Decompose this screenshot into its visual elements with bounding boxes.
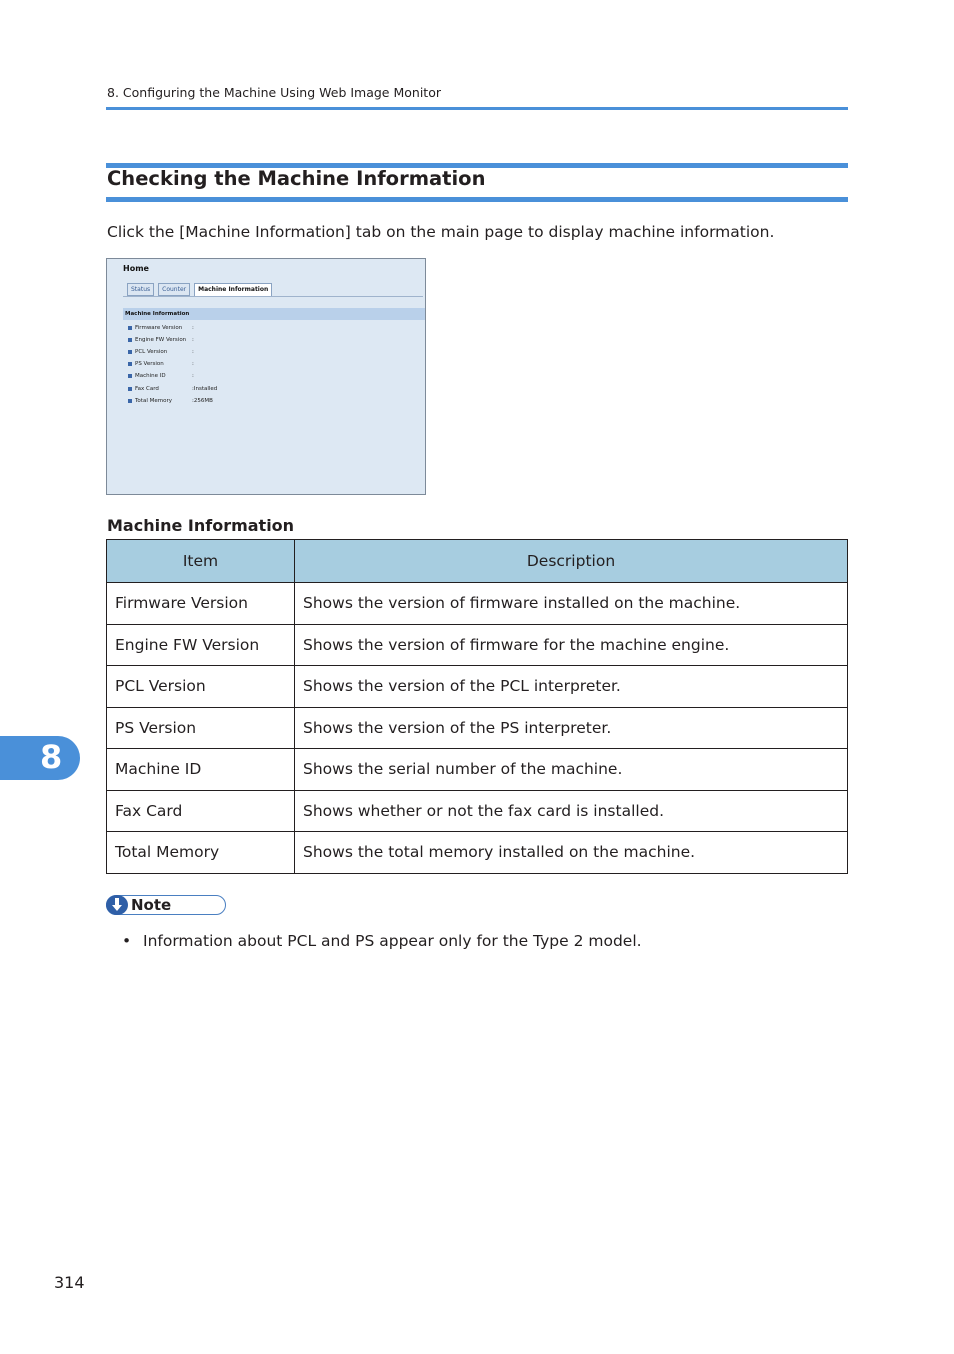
description-cell: Shows the total memory installed on the machine. [295,832,848,874]
bullet-square-icon [128,362,132,366]
bullet-square-icon [128,338,132,342]
screenshot-tab-status: Status [127,283,154,296]
down-arrow-icon [106,895,128,915]
screenshot-row: Engine FW Version : [128,334,217,346]
screenshot-tabs [127,283,272,296]
table-row [107,666,848,708]
machine-information-table [106,539,848,874]
intro-paragraph: Click the [Machine Information] tab on the main page to display machine information. [107,223,775,241]
screenshot-row: PCL Version : [128,346,217,358]
table-title: Machine Information [107,516,295,535]
table-row [107,624,848,666]
description-cell: Shows the version of the PCL interpreter. [295,666,848,708]
screenshot-rows [128,322,217,407]
chapter-tab [0,736,80,780]
page-number: 314 [54,1273,85,1292]
section-title: Checking the Machine Information [107,167,486,190]
screenshot-tab-machine-information: Machine Information [194,283,272,296]
running-header: 8. Configuring the Machine Using Web Image Monitor [107,85,441,100]
item-cell: Machine ID [107,749,295,791]
screenshot-home-label: Home [123,264,149,273]
bullet-square-icon [128,350,132,354]
screenshot-tab-counter: Counter [158,283,190,296]
screenshot-row: Firmware Version : [128,322,217,334]
screenshot-row: Total Memory :256MB [128,395,217,407]
screenshot-row: PS Version : [128,358,217,370]
table-row [107,832,848,874]
description-cell: Shows the version of firmware for the machine engine. [295,624,848,666]
item-cell: Firmware Version [107,583,295,625]
item-cell: Total Memory [107,832,295,874]
bullet-square-icon [128,326,132,330]
header-rule [106,107,848,110]
bullet-square-icon [128,399,132,403]
table-row [107,707,848,749]
table-row [107,790,848,832]
title-rule-bottom [106,197,848,202]
description-cell: Shows the serial number of the machine. [295,749,848,791]
item-cell: Fax Card [107,790,295,832]
screenshot-row: Fax Card :Installed [128,382,217,394]
note-badge [106,895,226,915]
description-cell: Shows whether or not the fax card is installed. [295,790,848,832]
note-item: Information about PCL and PS appear only for the Type 2 model. [143,932,642,950]
column-header-item: Item [107,540,295,583]
screenshot-section-bar: Machine Information [123,308,425,320]
table-header-row [107,540,848,583]
note-label: Note [131,896,172,914]
description-cell: Shows the version of the PS interpreter. [295,707,848,749]
bullet-square-icon [128,387,132,391]
screenshot-tab-divider [123,296,423,297]
chapter-number: 8 [40,738,63,776]
bullet-square-icon [128,374,132,378]
column-header-description: Description [295,540,848,583]
screenshot-row: Machine ID : [128,370,217,382]
table-row [107,583,848,625]
item-cell: PCL Version [107,666,295,708]
description-cell: Shows the version of firmware installed on the machine. [295,583,848,625]
item-cell: PS Version [107,707,295,749]
machine-information-screenshot [106,258,426,495]
note-bullet: • [122,932,132,950]
item-cell: Engine FW Version [107,624,295,666]
table-row [107,749,848,791]
